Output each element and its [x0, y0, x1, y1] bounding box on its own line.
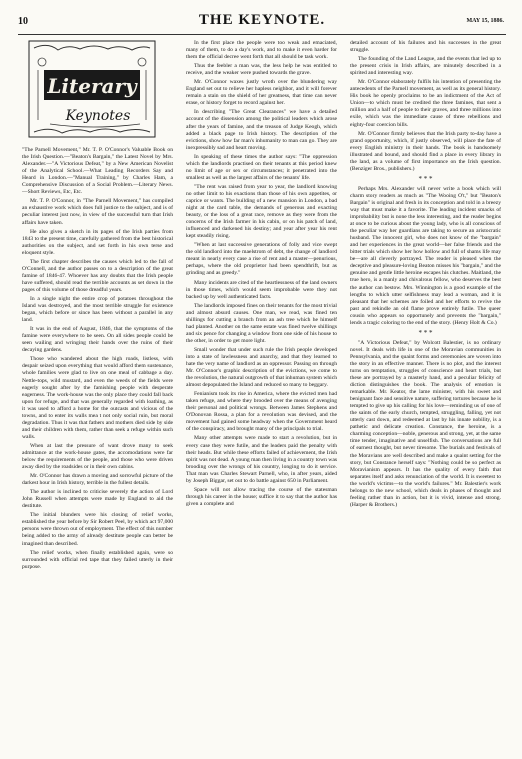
logo-word-literary: Literary	[47, 74, 137, 98]
section-divider: * * *	[418, 328, 433, 337]
paragraph: In a single night the entire crop of potatoes throughout the Island was destroyed, and the most terrible struggle for existence began, which before or since has been without a parallel in any land.	[22, 295, 173, 324]
paragraph: The landlords imposed fines on their tenants for the most trivial and almost absurd causes. One man, we read, was fined ten shillings for cutting a branch from an ash tree which he himself had planted. Another on the same estate was fined twelve shillings and six pence for changing a window from one side of his house to the other, in order to get more light.	[186, 302, 337, 344]
paragraph: He also gives a sketch in its pages of the Irish parties from 1843 to the present time, carefully gathered from the best historical authorities on the subject, and set forth in his own terse and eloquent style.	[22, 228, 173, 256]
paragraph: Those who wandered about the high roads, listless, with despair seized upon everything that would afford them sustenance, whole families were glad to live on one meal of cabbage a day. Nettle-tops, wild mustard, and even the weeds of the fields were eagerly sought after by the famishing people with desperate eagerness. The work-house was the only place they could fall back upon for refuge, and that was generally regarded with loathing, as it was used to afford a home for the outcasts and vicious of the towns, and to enter its walls mea t not only social ruin, but moral degradation. Thus it was that fathers and mothers died side by side and their children with them, rather than seek a refuge within such walls.	[22, 356, 173, 440]
masthead-title: THE KEYNOTE.	[198, 12, 326, 28]
paragraph: In speaking of these times the author says: "The oppression which the landlords practised on their tenants at this period knew no limit of age or sex or circumstances; it penetrated into the smallest as well as the largest affairs of the tenants' life.	[186, 153, 337, 181]
header-rule	[18, 34, 506, 35]
paragraph: Perhaps Mrs. Alexander will never write a book which will charm story readers as much as "The Wooing O't," but "Beaton's Bargain" is original and fresh in its conception and told in a breezy way that must make it a favorite. The leading incident smacks of improbability but is none the less interesting, and the reader begins at once to be curious about the young lady, who is all conscious of the peculiar way her guardians are taking to secure an aristocratic husband. The innocent girl, who does not know of the "bargain" and her experiences in the great world—her false friends and the bitter trials which show her how hollow and full of shams life may be—are all cleverly portrayed. The reader is pleased when the deceptive and pleasure-loving Beaton misses his "bargain," and the genuine and gentle little heroine escapes his clutches. Maitland, the true hero, is a manly and chivalrous fellow, who deserves the best the author can bestow. Mrs. Winnington is a good example of the lengths to which utter selfishness may lead a woman, and it is pleasant that her schemes are foiled and her efforts to revive the past and rekindle an old flame prove entirely futile. The queer cousin who appears so opportunely and prevents the "bargain," lends a tragic coloring to the end of the story. (Henry Holt & Co.)	[350, 185, 501, 326]
logo-word-keynotes: Keynotes	[65, 108, 131, 124]
paragraph: Many incidents are cited of the heartlessness of the land owners in those times, which would seem improbable were they not backed up by well authenticated facts.	[186, 279, 337, 300]
paragraph: In describing "The Great Clearances" we have a detailed account of the dissension among the political leaders which arose after the years of famine, and the treason of Judge Keogh, which added a black page to Irish history. The description of the evictions, show how far man's inhumanity to man can go. They are inexpressibly sad and heart moving.	[186, 109, 337, 151]
paragraph: It was in the end of August, 1846, that the symptoms of the famine were everywhere to be seen. On all sides people could be seen wailing and wringing their hands over the ruins of their decaying gardens.	[22, 326, 173, 354]
paragraph: Space will not allow tracing the course of the statesman through his career in the house; suffice it to say that the author has given a complete and	[186, 486, 337, 507]
literary-keynotes-logo	[28, 40, 156, 138]
issue-date: MAY 15, 1886.	[466, 18, 504, 24]
paragraph: Mr. O'Connor has drawn a moving and sorrowful picture of the darkest hour in Irish history, terrible in the fullest details.	[22, 473, 173, 487]
page-number: 10	[18, 16, 28, 27]
paragraph: Small wonder that under such rule the Irish people developed into a state of lawlessness and anarchy, and that they learned to hate the very name of landlord as an oppressor. Passing on through Mr. O'Connor's graphic description of the evictions, we come to the revolution, the natural outgrowth of that inhuman system which almost depopulated the Island and reduced so many to beggary.	[186, 346, 337, 389]
paragraph: detailed account of his failures and his successes in the great struggle.	[350, 40, 501, 54]
paragraph: Mr. O'Connor waxes justly wroth over the blundering way England set out to relieve her hapless neighbor, and it will forever remain a stain on the shield of her greatness, that time can never erase, or history forget to record against her.	[186, 79, 337, 107]
paragraph: "A Victorious Defeat," by Wolcott Balestier, is no ordinary novel. It deals with life in one of the Moravian communities in Pennsylvania, and the quaint forms and ceremonies are woven into the story in an effective manner. There is no plot, and the interest turns on temptation, struggles of conscience and heart trials, but these are portrayed by a masterly hand, and a peculiar felicity of diction distinguishes the book. The analysis of emotion is remarkable. Mr. Keator, the lame minister, with his sweet and benignant face and sensitive nature, suffering tortures because he is tempted to give up his calling for his love—reminding us of one of the saints of the early church, tempted, struggling, falling, yet not utterly cast down, and redeemed at last by his innate nobility, is a pathetic and delicate creation. Constance, the heroine, is a charming conception—noble, generous and strong, yet, at the same time tender, imaginative and unselfish. The conversations are full of earnest thought, but never tiresome. The burials and festivals of the Moravians are well described and make a quaint setting for the story, but Constance herself says: "Nothing could be so perfect as Moravianism appears. It has the quality of every faith that separates itself and asks renunciation of the world. It is sweetest to the world's victims—to the world's failures." Mr. Balestier's work belongs to the new school, which deals in phases of thought and feeling rather than in action, but it is vivid, intense and strong. (Harper & Brothers.)	[350, 339, 501, 508]
paragraph: Many other attempts were made to start a revolution, but in every case they were futile, and the leaders paid the penalty with their heads. But while these efforts failed of achievement, the Irish spirit was not dead. A young man then living in a country town was brooding over the wrongs of his country, longing to do it service. That man was Charles Stewart Parnell, who, in after years, aided by Joseph Biggar, set out to do battle against 650 in Parliament.	[186, 435, 337, 484]
paragraph: "When at last successive generations of folly and vice swept the old landlord into the maelstrom of debt, the change of landlord meant in nearly every case a rise of rent and a master—penurious, perhaps, where the old proprietor had been spendthrift, but as grinding and as greedy."	[186, 242, 337, 277]
paragraph: The first chapter describes the causes which led to the fall of O'Connell, and the author passes on to a description of the great famine of 1846-47. Whoever has any doubts that the Irish people have suffered, should read the terrible accounts as set down in the pages of this volume of those dreadful years.	[22, 258, 173, 293]
paragraph: Mr. O'Connor elaborately fulfils his intention of presenting the antecedents of the Parnell movement, as well as its general history. His book he openly proclaims to be an indictment of the Act of Union—to which must be credited the three famines, that sent a million and a half of people to their graves, and three millions into exile, which was the immediate cause of three rebellions and eighty-four coercion bills.	[350, 79, 501, 128]
paragraph: Mr. O'Connor firmly believes that the Irish party to-day have a grand opportunity, which, if justly observed, will place the fate of every English ministry in their hands. The book is handsomely illustrated and bound, and should find a place in every library in the land, as a volume of first importance on the Irish question. (Benziger Bros., publishers.)	[350, 130, 501, 172]
paragraph: The initial blunders were his closing of relief works, established the year before by Sir Robert Peel, by which act 97,000 persons were thrown out of employment. The effect of this number being added to the army of already destitute people can better be imagined than described.	[22, 512, 173, 547]
column-2	[186, 40, 337, 750]
paragraph: The author is inclined to criticise severely the action of Lord John Russell when attempts were made by England to aid the destitute.	[22, 489, 173, 510]
column-1	[22, 40, 173, 750]
paragraph: In the first place the people were too weak and emaciated, many of them, to do a day's work, and to make it even harder for them the official decree went forth that all should be task work.	[186, 40, 337, 61]
paragraph: The relief works, when finally established again, were so surrounded with official red tape that they failed utterly in their purpose.	[22, 549, 173, 570]
section-divider: * * *	[418, 174, 433, 183]
paragraph: "The rent was raised from year to year, the landlord knowing no other limit to his exactions than those of his own appetites, or caprice or wants. The building of a new mansion in London, a bad night at the card table, the demands of generous and exacting beauty, or the loss of a great race, remove as they were from the concerns of the Irish farmer in his cabin, or on his patch of land, influenced and darkened his destiny; and year after year his rent kept steadily rising.	[186, 183, 337, 240]
page-header	[18, 14, 506, 34]
paragraph: Thus the feebler a man was, the less help he was entitled to receive, and the weaker were pushed towards the grave.	[186, 63, 337, 77]
paragraph: The founding of the Land League, and the events that led up to the present crisis in Irish affairs, are minutely described in a spirited and interesting way.	[350, 56, 501, 77]
paragraph: Mr. T. P. O'Connor, in "The Parnell Movement," has compiled an exhaustive work which does full justice to the subject, and is of peculiar interest just now, in view of the successful turn that Irish affairs have taken.	[22, 198, 173, 226]
paragraph: Fenianism took its rise in America, where the evicted men had taken refuge, and where they brooded over the means of avenging their personal and political wrongs. Between James Stephens and O'Donovan Rossa, a plan for a revolution was devised, and the movement had gained some headway when the Government heard of the conspiracy, and brought many of the principals to trial.	[186, 391, 337, 433]
column-3	[350, 40, 501, 750]
paragraph: When at last the pressure of want drove many to seek admittance at the work-house gates, the accomodations were far below the requirements of the people, and those who were driven away died by the roadsides or in their own cabins.	[22, 442, 173, 471]
column-intro: "The Parnell Movement," Mr. T. P. O'Connor's Valuable Book on the Irish Question.—"Beaton's Bargain," the Latest Novel by Mrs. Alexander.—"A Victorious Defeat," by a New American Novelist of the Analytical School.—What Leading Recorders Say and Heard in London.—"Manual Training," by Charles Ham, a Comprehensive Discussion of a Social Problem.—Literary News.—Short Reviews, Etc, Etc.	[22, 147, 173, 196]
